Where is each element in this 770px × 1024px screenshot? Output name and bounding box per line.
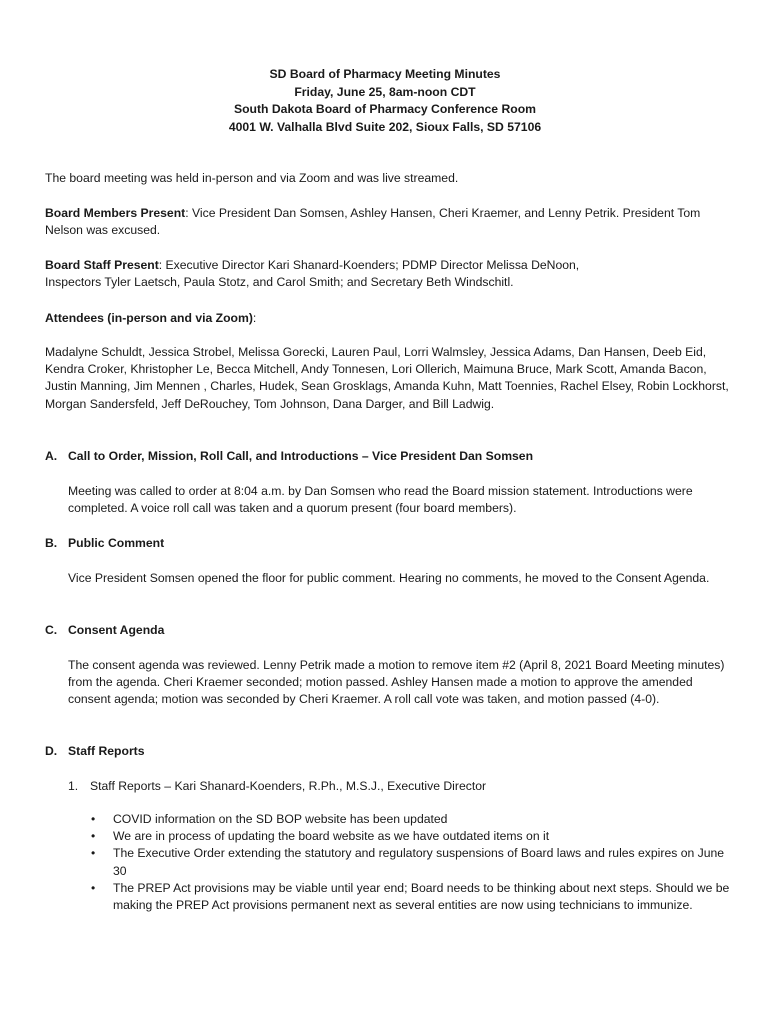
section-b-heading	[45, 535, 164, 552]
board-members-paragraph	[45, 205, 735, 239]
section-c-body: The consent agenda was reviewed. Lenny Petrik made a motion to remove item #2 (April 8, 2021 Board Meeting minutes) from the agenda. Cheri Kraemer seconded; motion passed. Ashley Hansen made a motion to approve the amended consent agenda; motion was seconded by Cheri Kraemer. A roll call vote was taken, and motion passed (4-0).	[68, 658, 725, 707]
section-d-heading	[45, 743, 145, 760]
bullet-icon: •	[91, 846, 96, 861]
staff-report-number: 1.	[68, 779, 79, 793]
header-title: SD Board of Pharmacy Meeting Minutes	[269, 67, 501, 81]
staff-report-title: Staff Reports – Kari Shanard-Koenders, R.Ph., M.S.J., Executive Director	[90, 779, 487, 793]
staff-report-bullets	[90, 811, 730, 914]
board-staff-paragraph	[45, 257, 605, 291]
bullet-icon: •	[91, 880, 96, 895]
bullet-item	[90, 828, 730, 845]
bullet-item	[90, 811, 730, 828]
header-location: South Dakota Board of Pharmacy Conference Room	[233, 102, 537, 117]
bullet-text: COVID information on the SD BOP website has been updated	[113, 812, 448, 826]
board-staff-text: : Executive Director Kari Shanard-Koenders; PDMP Director Melissa DeNoon, Inspectors Tyler Laetsch, Paula Stotz, and Carol Smith; and Secretary Beth Windschitl.	[45, 258, 580, 290]
intro-paragraph: The board meeting was held in-person and via Zoom and was live streamed.	[45, 171, 459, 185]
attendees-colon: :	[252, 311, 257, 325]
section-d-title: Staff Reports	[68, 744, 145, 758]
bullet-text: The PREP Act provisions may be viable until year end; Board needs to be thinking about next steps. Should we be making the PREP Act provisions permanent next as several entities are now using technicians to immunize.	[113, 880, 730, 913]
staff-report-item	[68, 778, 728, 795]
attendees-label: Attendees (in-person and via Zoom)	[45, 311, 253, 325]
section-a-body: Meeting was called to order at 8:04 a.m. by Dan Somsen who read the Board mission statement. Introductions were completed. A voice roll call was taken and a quorum present (four board members).	[68, 484, 693, 516]
bullet-icon: •	[91, 812, 96, 826]
section-c-title: Consent Agenda	[68, 623, 165, 637]
attendees-heading	[45, 310, 735, 327]
section-a-letter: A.	[45, 449, 58, 463]
section-c-heading	[45, 622, 164, 639]
section-a-title: Call to Order, Mission, Roll Call, and Introductions – Vice President Dan Somsen	[68, 449, 534, 463]
header-date: Friday, June 25, 8am-noon CDT	[294, 84, 476, 99]
bullet-item	[90, 880, 730, 914]
board-members-text: : Vice President Dan Somsen, Ashley Hansen, Cheri Kraemer, and Lenny Petrik. President Tom Nelson was excused.	[45, 206, 701, 238]
section-b-title: Public Comment	[68, 536, 165, 550]
bullet-item	[90, 845, 730, 879]
board-members-label: Board Members Present	[45, 206, 186, 220]
board-staff-label: Board Staff Present	[45, 258, 159, 272]
section-d-letter: D.	[45, 744, 58, 758]
bullet-text: We are in process of updating the board website as we have outdated items on it	[113, 829, 550, 844]
section-b-body: Vice President Somsen opened the floor for public comment. Hearing no comments, he moved to the Consent Agenda.	[68, 571, 710, 585]
document-header	[0, 66, 770, 136]
section-c-letter: C.	[45, 623, 58, 637]
bullet-icon: •	[91, 829, 96, 844]
attendees-list: Madalyne Schuldt, Jessica Strobel, Melissa Gorecki, Lauren Paul, Lorri Walmsley, Jessica Adams, Dan Hansen, Deeb Eid, Kendra Croker, Khristopher Le, Becca Mitchell, Andy Tonnesen, Lori Ollerich, Maimuna Bruce, Mark Scott, Amanda Bacon, Justin Manning, Jim Mennen , Charles, Hudek, Sean Grosklags, Amanda Kuhn, Matt Toennies, Rachel Elsey, Robin Lockhorst, Morgan Sandersfeld, Jeff DeRouchey, Tom Johnson, Dana Darger, and Bill Ladwig.	[45, 345, 729, 411]
header-address: 4001 W. Valhalla Blvd Suite 202, Sioux Falls, SD 57106	[228, 119, 542, 134]
bullet-text: The Executive Order extending the statutory and regulatory suspensions of Board laws and rules expires on June 30	[113, 846, 725, 878]
section-b-letter: B.	[45, 536, 58, 550]
section-a-heading	[45, 448, 533, 465]
